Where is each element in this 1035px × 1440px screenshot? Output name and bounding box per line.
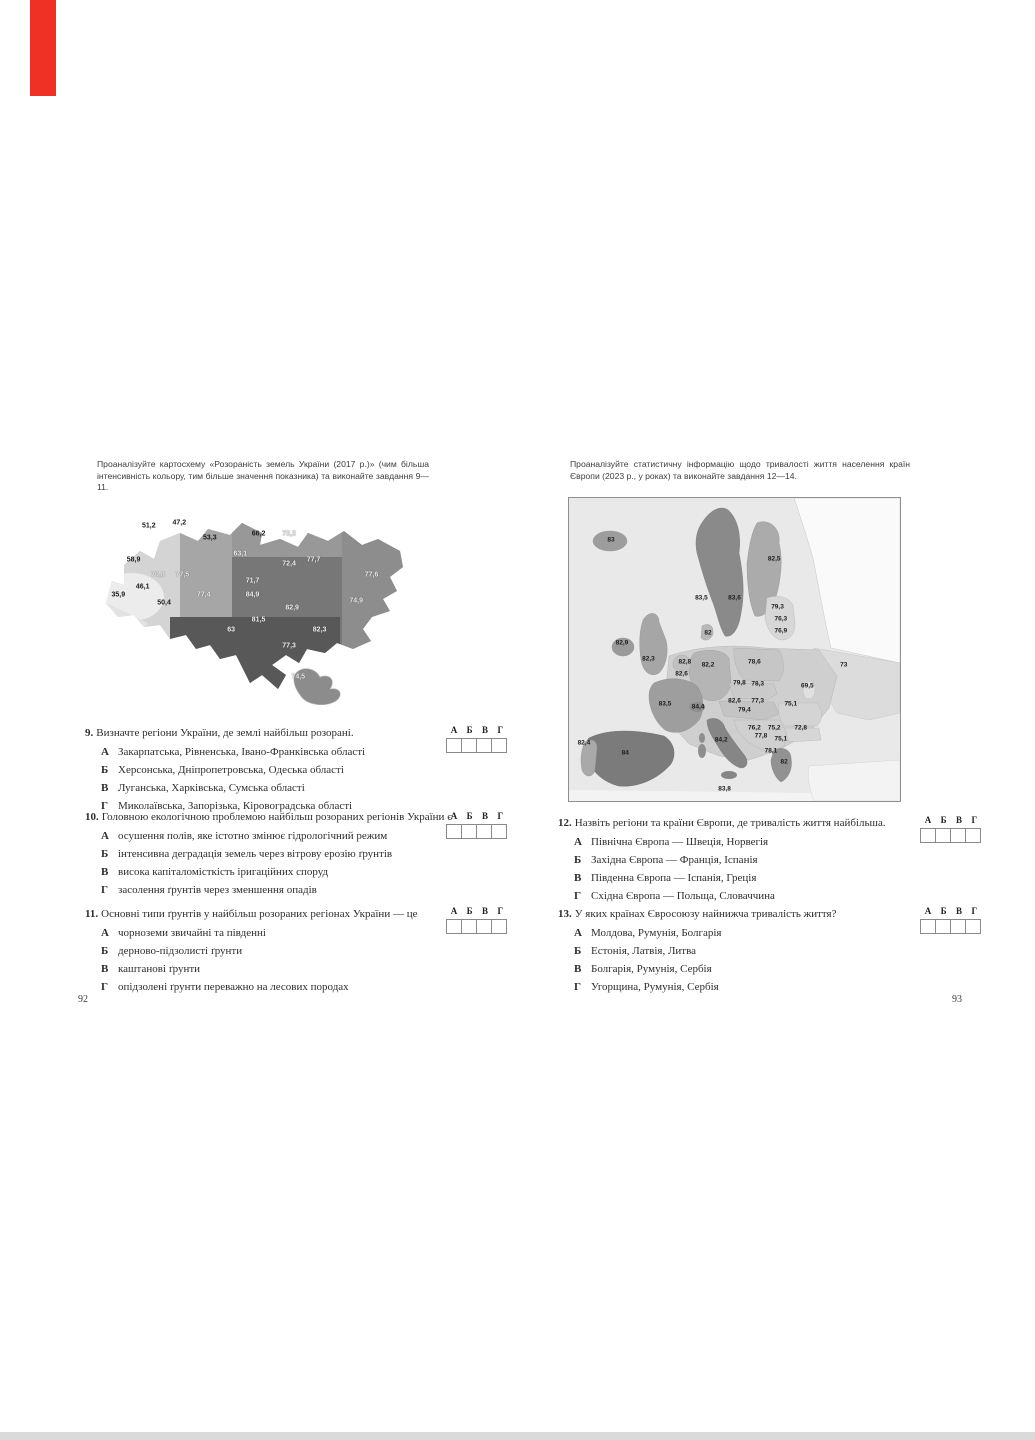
grid-letter: А bbox=[450, 725, 458, 735]
option-letter: Б bbox=[574, 944, 582, 957]
question-number: 13. bbox=[558, 908, 572, 920]
grid-letter: В bbox=[482, 725, 489, 735]
option-text: засолення ґрунтів через зменшення опадів bbox=[118, 883, 317, 896]
question-text: У яких країнах Євросоюзу найнижча тривалість життя? bbox=[574, 908, 837, 920]
answer-grid-q12 bbox=[920, 815, 982, 843]
map-value-label: 77,3 bbox=[751, 697, 764, 705]
map-value-label: 77,8 bbox=[754, 732, 768, 740]
option-row bbox=[558, 981, 930, 994]
grid-letter: Г bbox=[497, 906, 504, 916]
map-value-label: 84,2 bbox=[714, 736, 728, 744]
option-text: Молдова, Румунія, Болгарія bbox=[591, 926, 722, 939]
answer-box[interactable] bbox=[446, 738, 462, 753]
map-value-label: 83,5 bbox=[695, 594, 708, 602]
map-value-label: 83 bbox=[607, 536, 615, 544]
grid-letter: А bbox=[450, 811, 458, 821]
question-text: Основні типи ґрунтів у найбільш розораних регіонах України — це bbox=[101, 908, 418, 920]
answer-box[interactable] bbox=[462, 919, 477, 934]
grid-letter: Б bbox=[466, 906, 473, 916]
option-text: висока капіталомісткість іригаційних споруд bbox=[118, 865, 329, 878]
map-value-label: 82,6 bbox=[728, 697, 741, 705]
map-value-label: 77,3 bbox=[282, 642, 296, 650]
red-ribbon bbox=[30, 0, 56, 96]
map-value-label: 74,5 bbox=[291, 673, 306, 681]
page-number-left: 92 bbox=[78, 994, 88, 1005]
option-letter: А bbox=[574, 926, 582, 939]
option-row bbox=[85, 981, 457, 994]
grid-letter: Г bbox=[971, 906, 978, 916]
answer-box[interactable] bbox=[951, 828, 966, 843]
option-row bbox=[85, 884, 457, 897]
option-text: осушення полів, яке істотно змінює гідрологічний режим bbox=[118, 829, 388, 842]
option-row bbox=[558, 890, 930, 903]
map-value-label: 82,3 bbox=[642, 655, 655, 663]
grid-letter: В bbox=[956, 906, 963, 916]
answer-box[interactable] bbox=[920, 919, 936, 934]
option-text: Угорщина, Румунія, Сербія bbox=[591, 980, 719, 993]
option-letter: Г bbox=[574, 889, 581, 902]
page-number-right: 93 bbox=[952, 994, 962, 1005]
option-letter: В bbox=[101, 781, 109, 794]
map-value-label: 83,5 bbox=[658, 700, 672, 708]
answer-box[interactable] bbox=[492, 919, 507, 934]
map-value-label: 82 bbox=[704, 629, 712, 637]
grid-letter: В bbox=[956, 815, 963, 825]
map-value-label: 63 bbox=[227, 626, 236, 634]
grid-letter: Г bbox=[971, 815, 978, 825]
answer-box[interactable] bbox=[951, 919, 966, 934]
question-text: Визначте регіони України, де землі найбільш розорані. bbox=[96, 727, 354, 739]
map-value-label: 71,7 bbox=[245, 577, 260, 585]
map-value-label: 78,6 bbox=[748, 658, 761, 666]
option-text: Південна Європа — Іспанія, Греція bbox=[591, 871, 757, 884]
left-intro-paragraph: Проаналізуйте картосхему «Розораність земель України (2017 р.)» (чим більша інтенсивність кольору, тим більше значення показника) та виконайте завдання 9—11. bbox=[97, 459, 429, 492]
grid-letter: А bbox=[924, 815, 932, 825]
map-value-label: 79,8 bbox=[733, 679, 746, 687]
map-value-label: 76,2 bbox=[748, 724, 761, 732]
option-letter: А bbox=[101, 829, 109, 842]
map-value-label: 82,9 bbox=[615, 639, 629, 647]
grid-letter: Б bbox=[940, 906, 947, 916]
grid-letter: Б bbox=[940, 815, 947, 825]
option-row bbox=[558, 927, 930, 940]
map-value-label: 82,2 bbox=[701, 661, 715, 669]
map-value-label: 73 bbox=[840, 661, 848, 669]
grid-letter: А bbox=[924, 906, 932, 916]
option-letter: Г bbox=[101, 883, 108, 896]
answer-box[interactable] bbox=[966, 919, 981, 934]
option-text: Закарпатська, Рівненська, Івано-Франківська області bbox=[118, 745, 366, 758]
question-10 bbox=[85, 811, 457, 897]
option-letter: Г bbox=[101, 980, 108, 993]
option-letter: Г bbox=[101, 799, 108, 812]
map-value-label: 77,5 bbox=[175, 571, 190, 579]
option-letter: А bbox=[101, 926, 109, 939]
map-value-label: 72,2 bbox=[282, 530, 296, 538]
option-letter: Б bbox=[574, 853, 582, 866]
map-value-label: 75,2 bbox=[767, 724, 781, 732]
map-value-label: 51,2 bbox=[141, 522, 156, 529]
answer-box[interactable] bbox=[936, 828, 951, 843]
answer-grid-q10 bbox=[446, 811, 508, 839]
map-value-label: 47,2 bbox=[172, 519, 187, 527]
answer-box[interactable] bbox=[936, 919, 951, 934]
grid-letter: В bbox=[482, 906, 489, 916]
map-value-label: 72,8 bbox=[794, 724, 808, 732]
option-row bbox=[85, 782, 457, 795]
grid-letter: А bbox=[450, 906, 458, 916]
option-text: Північна Європа — Швеція, Норвегія bbox=[591, 835, 769, 848]
map-value-label: 84 bbox=[621, 749, 629, 757]
answer-box[interactable] bbox=[462, 738, 477, 753]
map-value-label: 77,4 bbox=[196, 591, 211, 599]
map-value-label: 76,3 bbox=[774, 615, 788, 623]
map-value-label: 84,9 bbox=[245, 591, 260, 599]
map-value-label: 82,3 bbox=[312, 626, 327, 634]
map-value-label: 75,1 bbox=[784, 700, 798, 708]
map-value-label: 77,6 bbox=[364, 571, 379, 579]
option-letter: В bbox=[574, 871, 582, 884]
question-number: 9. bbox=[85, 727, 94, 739]
map-value-label: 84,4 bbox=[691, 703, 705, 711]
map-value-label: 72,4 bbox=[282, 560, 296, 568]
option-letter: В bbox=[101, 962, 109, 975]
map-value-label: 82 bbox=[780, 758, 788, 766]
answer-box[interactable] bbox=[492, 738, 507, 753]
map-value-label: 50,4 bbox=[157, 599, 171, 607]
grid-letter: Б bbox=[466, 725, 473, 735]
answer-box[interactable] bbox=[477, 919, 492, 934]
map-value-label: 79,4 bbox=[738, 706, 751, 714]
answer-box[interactable] bbox=[920, 828, 936, 843]
map-value-label: 46,1 bbox=[135, 583, 150, 591]
question-13 bbox=[558, 908, 930, 994]
question-9 bbox=[85, 727, 457, 813]
question-12 bbox=[558, 817, 930, 903]
map-value-label: 82,4 bbox=[577, 739, 591, 747]
map-value-label: 82,6 bbox=[675, 670, 688, 678]
option-letter: В bbox=[101, 865, 109, 878]
grid-letter: В bbox=[482, 811, 489, 821]
option-text: дерново-підзолисті ґрунти bbox=[118, 944, 243, 957]
map-value-label: 83,8 bbox=[718, 785, 731, 793]
map-value-label: 66,2 bbox=[251, 530, 266, 538]
right-intro-paragraph: Проаналізуйте статистичну інформацію щодо тривалості життя населення країн Європи (2023 р., у роках) та виконайте завдання 12—14. bbox=[570, 459, 910, 481]
answer-grid-q13 bbox=[920, 906, 982, 934]
europe-map bbox=[568, 497, 901, 802]
map-value-label: 70,8 bbox=[151, 571, 165, 579]
option-letter: Б bbox=[101, 847, 109, 860]
option-letter: А bbox=[101, 745, 109, 758]
map-value-label: 35,9 bbox=[111, 591, 126, 599]
option-row bbox=[558, 872, 930, 885]
option-letter: Б bbox=[101, 763, 109, 776]
option-letter: Г bbox=[574, 980, 581, 993]
option-text: Миколаївська, Запорізька, Кіровоградська області bbox=[118, 799, 353, 812]
option-row bbox=[558, 836, 930, 849]
option-text: опідзолені ґрунти переважно на лесових породах bbox=[118, 980, 349, 993]
option-row bbox=[85, 848, 457, 861]
map-value-label: 81,5 bbox=[251, 616, 266, 624]
answer-box[interactable] bbox=[477, 738, 492, 753]
option-text: інтенсивна деградація земель через вітрову ерозію ґрунтів bbox=[118, 847, 393, 860]
option-letter: А bbox=[574, 835, 582, 848]
map-value-label: 82,5 bbox=[767, 555, 781, 563]
option-row bbox=[85, 963, 457, 976]
option-row bbox=[558, 945, 930, 958]
map-value-label: 78,3 bbox=[751, 680, 764, 688]
option-row bbox=[85, 830, 457, 843]
europe-map-graphic bbox=[569, 498, 900, 801]
photo-edge-strip bbox=[0, 1432, 1035, 1440]
question-11 bbox=[85, 908, 457, 994]
option-row bbox=[558, 854, 930, 867]
option-letter: Б bbox=[101, 944, 109, 957]
map-value-label: 79,3 bbox=[771, 603, 784, 611]
map-value-label: 83,6 bbox=[728, 594, 741, 602]
option-text: Східна Європа — Польща, Словаччина bbox=[591, 889, 775, 902]
grid-letter: Г bbox=[497, 725, 504, 735]
option-row bbox=[85, 927, 457, 940]
option-text: чорноземи звичайні та південні bbox=[118, 926, 266, 939]
option-row bbox=[85, 746, 457, 759]
map-value-label: 53,3 bbox=[202, 534, 217, 542]
option-row bbox=[85, 764, 457, 777]
map-value-label: 63,1 bbox=[233, 550, 248, 558]
option-text: Херсонська, Дніпропетровська, Одеська області bbox=[118, 763, 344, 776]
option-text: каштанові ґрунти bbox=[118, 962, 201, 975]
option-row bbox=[85, 866, 457, 879]
answer-box[interactable] bbox=[966, 828, 981, 843]
answer-grid-q9 bbox=[446, 725, 508, 753]
option-row bbox=[85, 945, 457, 958]
map-value-label: 74,9 bbox=[349, 597, 363, 605]
answer-box[interactable] bbox=[462, 824, 477, 839]
option-text: Естонія, Латвія, Литва bbox=[591, 944, 697, 957]
grid-letter: Б bbox=[466, 811, 473, 821]
answer-box[interactable] bbox=[477, 824, 492, 839]
answer-grid-q11 bbox=[446, 906, 508, 934]
map-value-label: 82,8 bbox=[678, 658, 692, 666]
map-value-label: 82,9 bbox=[285, 604, 299, 611]
map-value-label: 69,5 bbox=[800, 682, 814, 690]
option-text: Луганська, Харківська, Сумська області bbox=[118, 781, 305, 794]
grid-letter: Г bbox=[497, 811, 504, 821]
map-value-label: 77,7 bbox=[306, 556, 321, 564]
option-letter: В bbox=[574, 962, 582, 975]
map-value-label: 58,9 bbox=[126, 556, 141, 564]
map-value-label: 75,1 bbox=[774, 735, 788, 743]
answer-box[interactable] bbox=[446, 919, 462, 934]
map-value-label: 76,9 bbox=[774, 627, 788, 635]
answer-box[interactable] bbox=[492, 824, 507, 839]
question-text: Назвіть регіони та країни Європи, де тривалість життя найбільша. bbox=[574, 817, 886, 829]
answer-box[interactable] bbox=[446, 824, 462, 839]
option-row bbox=[558, 963, 930, 976]
question-text: Головною екологічною проблемою найбільш розораних регіонів України є bbox=[101, 811, 452, 823]
option-text: Болгарія, Румунія, Сербія bbox=[591, 962, 712, 975]
map-value-label: 78,1 bbox=[764, 747, 778, 755]
question-number: 10. bbox=[85, 811, 99, 823]
question-number: 11. bbox=[85, 908, 99, 920]
question-number: 12. bbox=[558, 817, 572, 829]
option-text: Західна Європа — Франція, Іспанія bbox=[591, 853, 758, 866]
ukraine-map bbox=[100, 505, 405, 710]
